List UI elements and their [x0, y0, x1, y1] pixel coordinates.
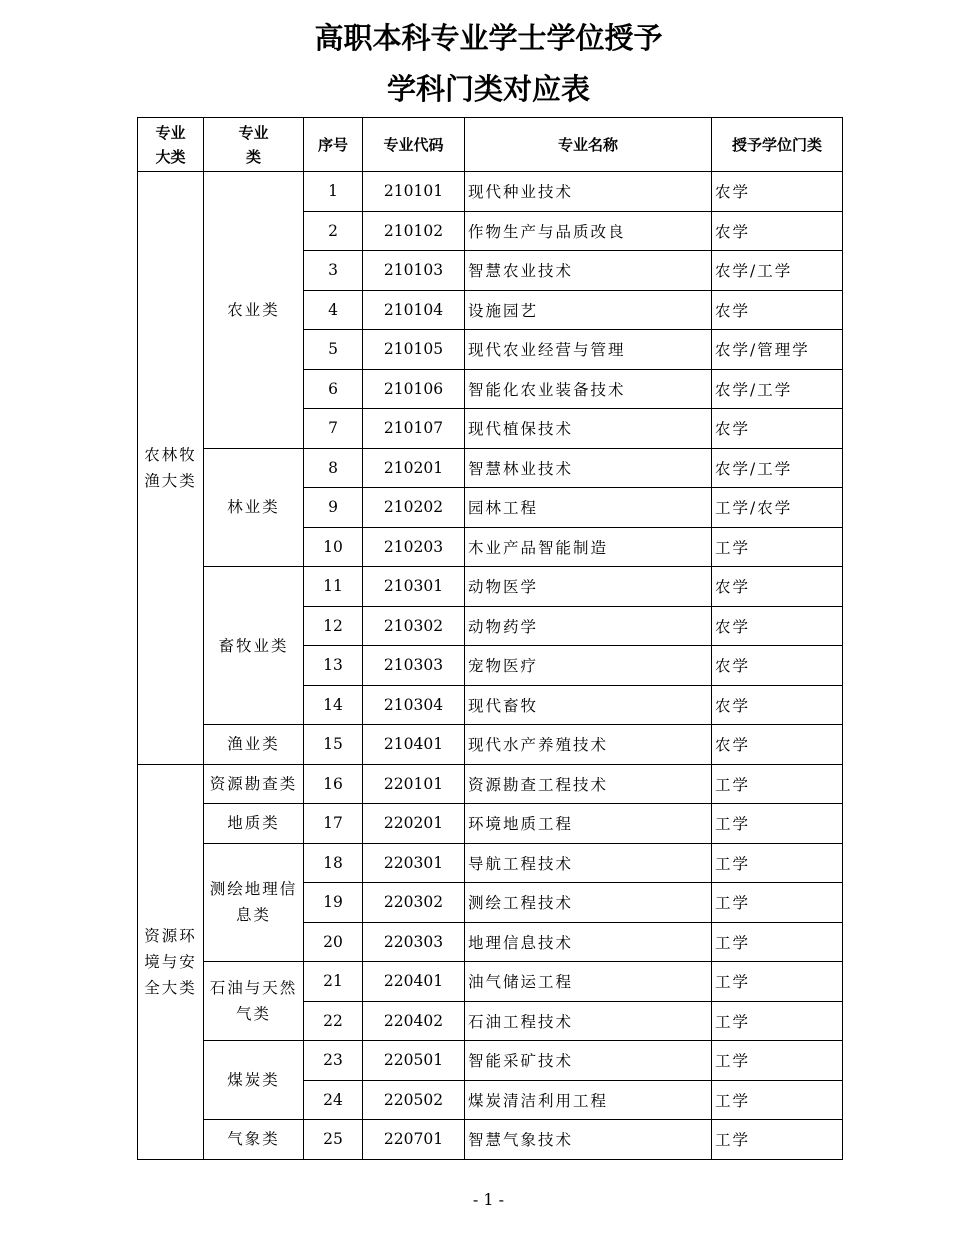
minor-class-cell-line: 测绘地理信 — [209, 880, 298, 899]
degree-cell: 农学/管理学 — [712, 330, 843, 370]
seq-cell: 4 — [304, 290, 363, 330]
code-cell: 220301 — [363, 843, 465, 883]
degree-cell: 工学 — [712, 1041, 843, 1081]
table-body — [138, 172, 843, 1160]
code-cell: 210101 — [363, 172, 465, 212]
seq-cell: 3 — [304, 251, 363, 291]
header-code: 专业代码 — [363, 118, 465, 172]
major-name-cell: 宠物医疗 — [465, 646, 712, 686]
degree-cell: 农学 — [712, 172, 843, 212]
header-text: 专业 — [238, 123, 269, 142]
table-row — [138, 567, 843, 607]
header-name: 专业名称 — [465, 118, 712, 172]
header-degree: 授予学位门类 — [712, 118, 843, 172]
code-cell: 220201 — [363, 804, 465, 844]
minor-class-cell-line: 渔业类 — [227, 735, 280, 754]
degree-cell: 工学 — [712, 843, 843, 883]
code-cell: 210107 — [363, 409, 465, 449]
minor-class-cell-line: 林业类 — [227, 498, 280, 517]
code-cell: 220303 — [363, 922, 465, 962]
minor-class-cell-line: 畜牧业类 — [218, 636, 289, 655]
header-major-class — [138, 118, 204, 172]
degree-cell: 农学 — [712, 725, 843, 765]
seq-cell: 8 — [304, 448, 363, 488]
document-title-line2: 学科门类对应表 — [386, 72, 590, 106]
code-cell: 220402 — [363, 1001, 465, 1041]
degree-cell: 工学 — [712, 804, 843, 844]
minor-class-cell-line: 地质类 — [227, 814, 280, 833]
header-text: 类 — [245, 147, 261, 166]
major-name-cell: 智慧林业技术 — [465, 448, 712, 488]
major-name-cell: 动物药学 — [465, 606, 712, 646]
code-cell: 210202 — [363, 488, 465, 528]
code-cell: 210105 — [363, 330, 465, 370]
major-name-cell: 智慧农业技术 — [465, 251, 712, 291]
code-cell: 210304 — [363, 685, 465, 725]
major-name-cell: 动物医学 — [465, 567, 712, 607]
major-name-cell: 石油工程技术 — [465, 1001, 712, 1041]
minor-class-cell — [204, 764, 304, 804]
major-name-cell: 地理信息技术 — [465, 922, 712, 962]
major-name-cell: 智能化农业装备技术 — [465, 369, 712, 409]
header-text: 专业 — [155, 123, 186, 142]
degree-cell: 农学 — [712, 567, 843, 607]
major-class-cell-line: 渔大类 — [144, 471, 197, 490]
minor-class-cell-line: 息类 — [235, 906, 271, 925]
major-class-cell-line: 资源环 — [144, 926, 197, 945]
major-name-cell: 油气储运工程 — [465, 962, 712, 1002]
table-row — [138, 725, 843, 765]
table-row — [138, 843, 843, 883]
seq-cell: 15 — [304, 725, 363, 765]
degree-cell: 工学 — [712, 1080, 843, 1120]
seq-cell: 13 — [304, 646, 363, 686]
seq-cell: 20 — [304, 922, 363, 962]
degree-cell: 农学 — [712, 211, 843, 251]
minor-class-cell — [204, 172, 304, 449]
seq-cell: 23 — [304, 1041, 363, 1081]
code-cell: 220101 — [363, 764, 465, 804]
code-cell: 220302 — [363, 883, 465, 923]
table-row — [138, 1120, 843, 1160]
code-cell: 210303 — [363, 646, 465, 686]
seq-cell: 24 — [304, 1080, 363, 1120]
major-class-cell — [138, 764, 204, 1159]
degree-cell: 工学/农学 — [712, 488, 843, 528]
code-cell: 220501 — [363, 1041, 465, 1081]
table-row — [138, 172, 843, 212]
major-name-cell: 现代植保技术 — [465, 409, 712, 449]
major-name-cell: 煤炭清洁利用工程 — [465, 1080, 712, 1120]
seq-cell: 12 — [304, 606, 363, 646]
degree-cell: 工学 — [712, 1001, 843, 1041]
page-number: - 1 - — [472, 1190, 505, 1209]
table-row — [138, 804, 843, 844]
degree-cell: 农学 — [712, 409, 843, 449]
seq-cell: 5 — [304, 330, 363, 370]
major-class-cell-line: 全大类 — [144, 978, 197, 997]
seq-cell: 11 — [304, 567, 363, 607]
code-cell: 210106 — [363, 369, 465, 409]
table-header-row — [138, 118, 843, 172]
code-cell: 210103 — [363, 251, 465, 291]
major-class-cell — [138, 172, 204, 765]
code-cell: 220401 — [363, 962, 465, 1002]
minor-class-cell-line: 农业类 — [227, 300, 280, 319]
seq-cell: 19 — [304, 883, 363, 923]
degree-cell: 工学 — [712, 527, 843, 567]
degree-cell: 工学 — [712, 922, 843, 962]
code-cell: 210201 — [363, 448, 465, 488]
degree-cell: 工学 — [712, 1120, 843, 1160]
code-cell: 210203 — [363, 527, 465, 567]
seq-cell: 2 — [304, 211, 363, 251]
table-row — [138, 448, 843, 488]
minor-class-cell — [204, 1120, 304, 1160]
minor-class-cell — [204, 448, 304, 567]
minor-class-cell — [204, 804, 304, 844]
major-class-cell-line: 境与安 — [144, 952, 197, 971]
header-seq: 序号 — [304, 118, 363, 172]
seq-cell: 6 — [304, 369, 363, 409]
minor-class-cell-line: 气类 — [235, 1005, 271, 1023]
minor-class-cell-line: 煤炭类 — [227, 1071, 280, 1089]
minor-class-cell — [204, 567, 304, 725]
degree-cell: 农学/工学 — [712, 251, 843, 291]
degree-cell: 工学 — [712, 962, 843, 1002]
major-name-cell: 测绘工程技术 — [465, 883, 712, 923]
major-name-cell: 园林工程 — [465, 488, 712, 528]
major-name-cell: 智能采矿技术 — [465, 1041, 712, 1081]
degree-cell: 农学/工学 — [712, 369, 843, 409]
seq-cell: 16 — [304, 764, 363, 804]
degree-cell: 工学 — [712, 764, 843, 804]
code-cell: 220701 — [363, 1120, 465, 1160]
seq-cell: 22 — [304, 1001, 363, 1041]
minor-class-cell — [204, 1041, 304, 1120]
degree-cell: 农学/工学 — [712, 448, 843, 488]
major-name-cell: 资源勘查工程技术 — [465, 764, 712, 804]
major-name-cell: 木业产品智能制造 — [465, 527, 712, 567]
code-cell: 210102 — [363, 211, 465, 251]
major-name-cell: 现代畜牧 — [465, 685, 712, 725]
header-minor-class — [204, 118, 304, 172]
minor-class-cell — [204, 843, 304, 962]
document-title-line1: 高职本科专业学士学位授予 — [314, 21, 663, 55]
seq-cell: 1 — [304, 172, 363, 212]
minor-class-cell-line: 资源勘查类 — [209, 774, 298, 793]
degree-cell: 农学 — [712, 685, 843, 725]
seq-cell: 9 — [304, 488, 363, 528]
code-cell: 210401 — [363, 725, 465, 765]
code-cell: 210104 — [363, 290, 465, 330]
degree-cell: 农学 — [712, 646, 843, 686]
minor-class-cell-line: 气象类 — [227, 1130, 280, 1149]
table-row — [138, 962, 843, 1002]
major-name-cell: 作物生产与品质改良 — [465, 211, 712, 251]
table-row — [138, 1041, 843, 1081]
seq-cell: 21 — [304, 962, 363, 1002]
degree-cell: 农学 — [712, 606, 843, 646]
major-name-cell: 现代农业经营与管理 — [465, 330, 712, 370]
degree-cell: 农学 — [712, 290, 843, 330]
minor-class-cell — [204, 962, 304, 1041]
code-cell: 210301 — [363, 567, 465, 607]
major-name-cell: 导航工程技术 — [465, 843, 712, 883]
minor-class-cell-line: 石油与天然 — [209, 979, 298, 997]
major-name-cell: 环境地质工程 — [465, 804, 712, 844]
major-class-cell-line: 农林牧 — [144, 445, 197, 464]
header-text: 大类 — [155, 147, 186, 166]
degree-mapping-table — [137, 117, 843, 1160]
code-cell: 220502 — [363, 1080, 465, 1120]
major-name-cell: 智慧气象技术 — [465, 1120, 712, 1160]
degree-cell: 工学 — [712, 883, 843, 923]
seq-cell: 7 — [304, 409, 363, 449]
seq-cell: 17 — [304, 804, 363, 844]
table-row — [138, 764, 843, 804]
code-cell: 210302 — [363, 606, 465, 646]
major-name-cell: 设施园艺 — [465, 290, 712, 330]
seq-cell: 14 — [304, 685, 363, 725]
seq-cell: 25 — [304, 1120, 363, 1160]
major-name-cell: 现代水产养殖技术 — [465, 725, 712, 765]
seq-cell: 10 — [304, 527, 363, 567]
major-name-cell: 现代种业技术 — [465, 172, 712, 212]
minor-class-cell — [204, 725, 304, 765]
seq-cell: 18 — [304, 843, 363, 883]
